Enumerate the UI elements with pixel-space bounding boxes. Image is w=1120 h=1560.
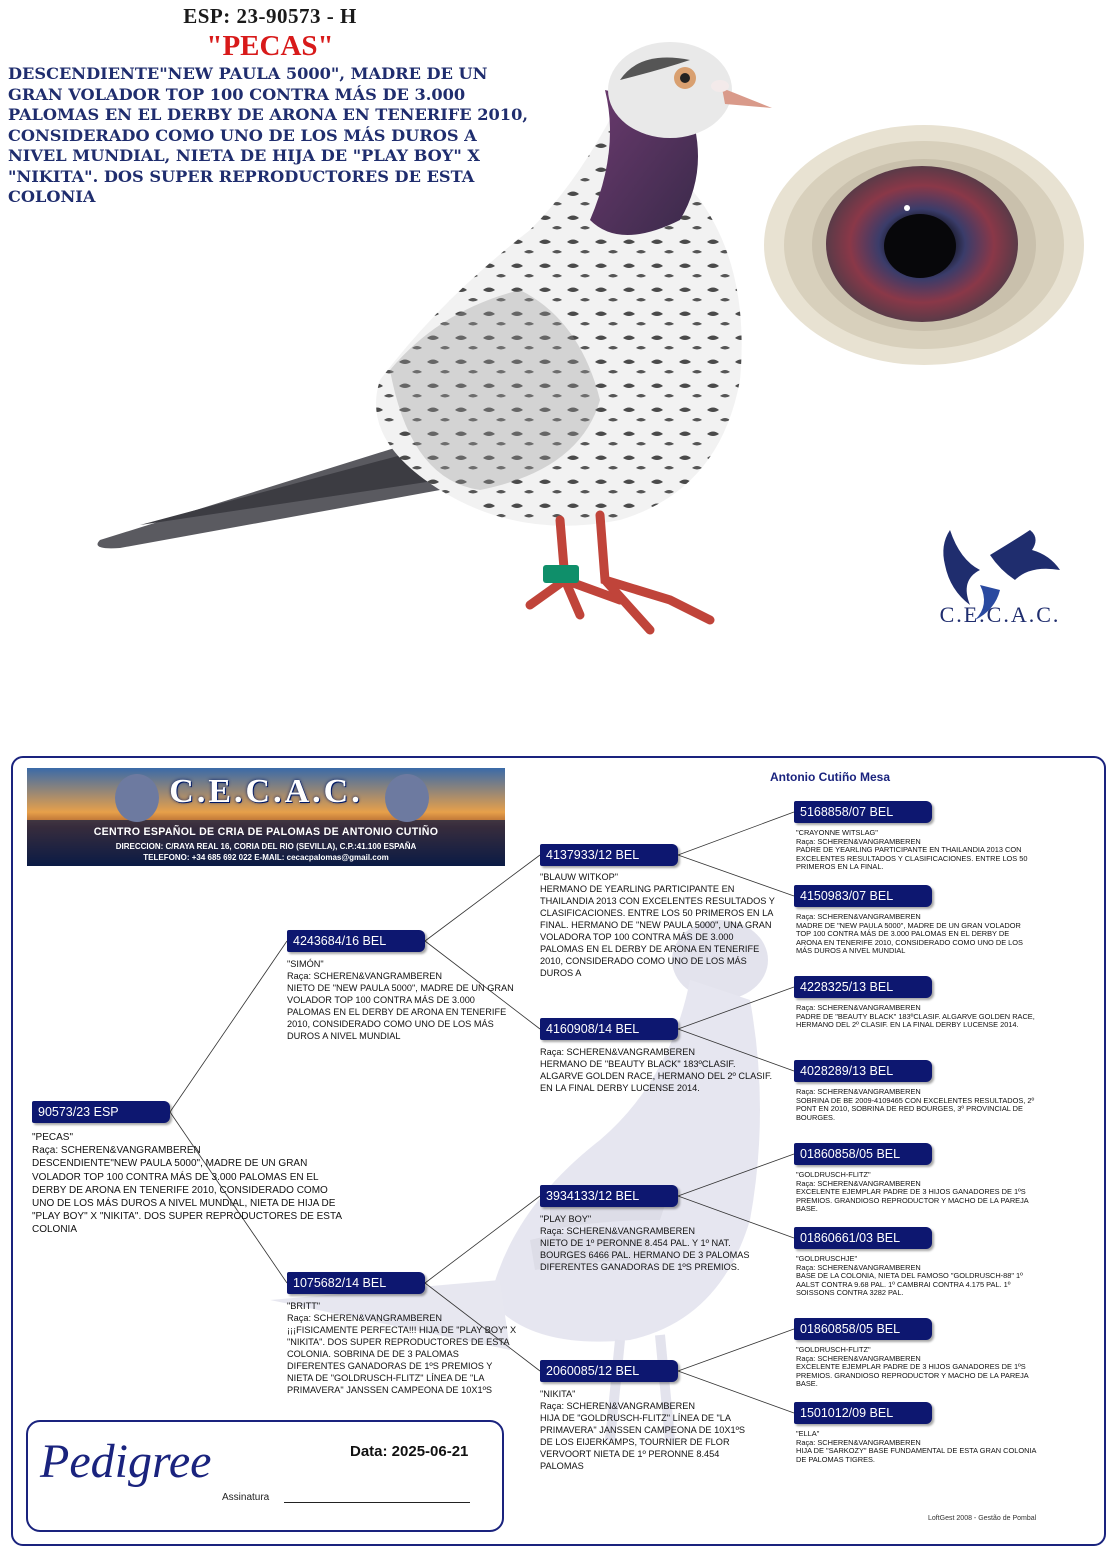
dss-name: "GOLDRUSCH-FLITZ": [796, 1170, 871, 1179]
software-credit: LoftGest 2008 - Gestão de Pombal: [928, 1515, 1037, 1522]
ds-ring-box[interactable]: 3934133/12 BEL: [540, 1185, 678, 1207]
sss-raca: Raça: SCHEREN&VANGRAMBEREN: [796, 836, 921, 846]
ring-number-title: ESP: 23-90573 - H: [183, 4, 357, 28]
ss-notes: HERMANO DE YEARLING PARTICIPANTE EN THAILANDIA 2013 CON EXCELENTES RESULTADOS Y CLASIFICACIONES. ENTRE LOS 50 PRIMEROS EN LA FINAL. HERMANO DE "NEW PAULA 5000", UNA GRAN VOLADORA TOP 100 CONTRA MÁS DE 3.000 PALOMAS EN EL DERBY DE ARONA EN TENERIFE 2010, CONSIDERADO COMO UNO DE LOS MÁS DUROS A: [540, 884, 775, 978]
ssd-notes: MADRE DE "NEW PAULA 5000", MADRE DE UN GRAN VOLADOR TOP 100 CONTRA MÁS DE 3.000 PALOMAS EN EL DERBY DE ARONA EN TENERIFE 2010, CONSIDERADO COMO UNO DE LOS MÁS DUROS A NIVEL MUNDIAL: [796, 920, 1023, 956]
sd-notes: HERMANO DE "BEAUTY BLACK" 183ºCLASIF. ALGARVE GOLDEN RACE, HERMANO DEL 2º CLASIF. EN LA FINAL DERBY LUCENSE 2014.: [540, 1059, 773, 1093]
dd-name: "NIKITA": [540, 1389, 576, 1399]
dds-info: [796, 1346, 1036, 1389]
banner-phone: TELEFONO: +34 685 692 022 E-MAIL: cecacpalomas@gmail.com: [143, 853, 389, 862]
dd-ring-box[interactable]: 2060085/12 BEL: [540, 1360, 678, 1382]
sire-name: "SIMÓN": [287, 959, 324, 969]
banner-subtitle: CENTRO ESPAÑOL DE CRIA DE PALOMAS DE ANTONIO CUTIÑO: [93, 826, 439, 838]
sire-raca: Raça: SCHEREN&VANGRAMBEREN: [287, 971, 443, 981]
sd-ring-box[interactable]: 4160908/14 BEL: [540, 1018, 678, 1040]
subject-ring-box[interactable]: 90573/23 ESP: [32, 1101, 170, 1123]
banner-title: C.E.C.A.C.: [169, 773, 363, 810]
subject-name: "PECAS": [32, 1132, 74, 1143]
dsd-info: [796, 1255, 1036, 1298]
sds-ring-box[interactable]: 4228325/13 BEL: [794, 976, 932, 998]
cecac-logo-text: C.E.C.A.C.: [939, 602, 1061, 627]
signature-line[interactable]: [284, 1502, 470, 1503]
ss-name: "BLAUW WITKOP": [540, 872, 618, 882]
sss-info: [796, 829, 1036, 872]
ddd-notes: HIJA DE "SARKOZY" BASE FUNDAMENTAL DE ESTA GRAN COLONIA DE PALOMAS TIGRES.: [796, 1446, 1037, 1464]
dds-name: "GOLDRUSCH-FLITZ": [796, 1345, 871, 1354]
ds-raca: Raça: SCHEREN&VANGRAMBEREN: [540, 1226, 696, 1236]
dss-info: [796, 1171, 1036, 1214]
dsd-raca: Raça: SCHEREN&VANGRAMBEREN: [796, 1262, 921, 1272]
dds-ring-box[interactable]: 01860858/05 BEL: [794, 1318, 932, 1340]
banner-address: DIRECCION: C/RAYA REAL 16, CORIA DEL RIO (SEVILLA), C.P.:41.100 ESPAÑA: [115, 842, 417, 851]
ddd-raca: Raça: SCHEREN&VANGRAMBEREN: [796, 1437, 921, 1447]
dds-notes: EXCELENTE EJEMPLAR PADRE DE 3 HIJOS GANADORES DE 1ºS PREMIOS. GRANDIOSO REPRODUCTOR Y MACHO DE LA PAREJA BASE.: [796, 1362, 1029, 1389]
sds-raca: Raça: SCHEREN&VANGRAMBEREN: [796, 1003, 921, 1012]
dd-info: [540, 1388, 760, 1472]
dd-notes: HIJA DE "GOLDRUSCH-FLITZ" LÍNEA DE "LA PRIMAVERA" JANSSEN CAMPEONA DE 10X1ºS DE LOS EIJERKAMPS, TOURNIER DE FLOR VERVOORT NIETA DE 1º PERONNE 8.454 PALOMAS: [540, 1413, 746, 1471]
sds-info: [796, 1004, 1036, 1030]
dds-raca: Raça: SCHEREN&VANGRAMBEREN: [796, 1353, 921, 1363]
dss-ring-box[interactable]: 01860858/05 BEL: [794, 1143, 932, 1165]
sire-info: [287, 958, 517, 1042]
sd-raca: Raça: SCHEREN&VANGRAMBEREN: [540, 1047, 696, 1057]
dd-raca: Raça: SCHEREN&VANGRAMBEREN: [540, 1401, 696, 1411]
dsd-ring-box[interactable]: 01860661/03 BEL: [794, 1227, 932, 1249]
ds-name: "PLAY BOY": [540, 1214, 592, 1224]
dam-notes: ¡¡¡FISICAMENTE PERFECTA!!! HIJA DE "PLAY BOY" X "NIKITA". DOS SUPER REPRODUCTORES DE ESTA COLONIA. SOBRINA DE DE 3 PALOMAS DIFERENTES GANADORAS DE 1ºS PREMIOS Y NIETA DE "GOLDRUSCH-FLITZ" LÍNEA DE "LA PRIMAVERA" JANSSEN CAMPEONA DE 10X1ºS: [287, 1325, 517, 1395]
pedigree-date: Data: 2025-06-21: [350, 1443, 469, 1460]
subject-info: [32, 1131, 352, 1237]
ssd-raca: Raça: SCHEREN&VANGRAMBEREN: [796, 912, 921, 921]
ssd-info: [796, 913, 1036, 956]
dsd-notes: BASE DE LA COLONIA, NIETA DEL FAMOSO "GOLDRUSCH-88" 1º AALST CONTRA 9.68 PAL. 1º CAMBRAI CONTRA 4.175 PAL. 1º SOISSONS CONTRA 3282 PAL.: [796, 1271, 1023, 1298]
sdd-raca: Raça: SCHEREN&VANGRAMBEREN: [796, 1087, 921, 1096]
bird-name-title: "PECAS": [206, 30, 334, 62]
bird-description: DESCENDIENTE"NEW PAULA 5000", MADRE DE UN GRAN VOLADOR TOP 100 CONTRA MÁS DE 3.000 PALOMAS EN EL DERBY DE ARONA EN TENERIFE 2010, CONSIDERADO COMO UNO DE LOS MÁS DUROS A NIVEL MUNDIAL, NIETA DE HIJA DE "PLAY BOY" X "NIKITA". DOS SUPER REPRODUCTORES DE ESTA COLONIA: [8, 64, 528, 206]
pedigree-script-title: Pedigree: [40, 1435, 212, 1488]
subject-raca: Raça: SCHEREN&VANGRAMBEREN: [32, 1145, 201, 1157]
dss-raca: Raça: SCHEREN&VANGRAMBEREN: [796, 1178, 921, 1188]
dam-info: [287, 1300, 519, 1396]
dsd-name: "GOLDRUSCHJE": [796, 1254, 858, 1263]
dss-notes: EXCELENTE EJEMPLAR PADRE DE 3 HIJOS GANADORES DE 1ºS PREMIOS. GRANDIOSO REPRODUCTOR Y MACHO DE LA PAREJA BASE.: [796, 1187, 1029, 1214]
owner-name: Antonio Cutiño Mesa: [770, 770, 890, 784]
ds-notes: NIETO DE 1º PERONNE 8.454 PAL. Y 1º NAT. BOURGES 6466 PAL. HERMANO DE 3 PALOMAS DIFERENTES GANADORAS DE 1ºS PREMIOS.: [540, 1238, 750, 1272]
dam-raca: Raça: SCHEREN&VANGRAMBEREN: [287, 1313, 443, 1323]
ds-info: [540, 1213, 760, 1273]
sss-name: "CRAYONNE WITSLAG": [796, 828, 878, 837]
ss-ring-box[interactable]: 4137933/12 BEL: [540, 844, 678, 866]
ss-info: [540, 871, 775, 979]
sss-ring-box[interactable]: 5168858/07 BEL: [794, 801, 932, 823]
sire-notes: NIETO DE "NEW PAULA 5000", MADRE DE UN GRAN VOLADOR TOP 100 CONTRA MÁS DE 3.000 PALOMAS EN EL DERBY DE ARONA EN TENERIFE 2010, CONSIDERADO COMO UNO DE LOS MÁS DUROS A NIVEL MUNDIAL: [287, 983, 514, 1041]
dam-ring-box[interactable]: 1075682/14 BEL: [287, 1272, 425, 1294]
sd-info: [540, 1046, 775, 1094]
signature-label: Assinatura: [222, 1492, 270, 1503]
sdd-notes: SOBRINA DE BE 2009-4109465 CON EXCELENTES RESULTADOS, 2º PONT EN 2010, SOBRINA DE RED BOURGES, 3º PROVINCIAL DE BOURGES.: [796, 1095, 1035, 1122]
sire-ring-box[interactable]: 4243684/16 BEL: [287, 930, 425, 952]
ssd-ring-box[interactable]: 4150983/07 BEL: [794, 885, 932, 907]
ddd-info: [796, 1430, 1036, 1464]
sss-notes: PADRE DE YEARLING PARTICIPANTE EN THAILANDIA 2013 CON EXCELENTES RESULTADOS Y CLASIFICACIONES. ENTRE LOS 50 PRIMEROS EN LA FINAL.: [796, 845, 1028, 872]
dam-name: "BRITT": [287, 1301, 321, 1311]
subject-notes: DESCENDIENTE"NEW PAULA 5000", MADRE DE UN GRAN VOLADOR TOP 100 CONTRA MÁS DE 3.000 PALOMAS EN EL DERBY DE ARONA EN TENERIFE 2010, CONSIDERADO COMO UNO DE LOS MÁS DUROS A NIVEL MUNDIAL, NIETA DE HIJA DE "PLAY BOY" X "NIKITA". DOS SUPER REPRODUCTORES DE ESTA COLONIA: [32, 1158, 342, 1236]
sdd-info: [796, 1088, 1036, 1122]
ddd-name: "ELLA": [796, 1429, 820, 1438]
ddd-ring-box[interactable]: 1501012/09 BEL: [794, 1402, 932, 1424]
sdd-ring-box[interactable]: 4028289/13 BEL: [794, 1060, 932, 1082]
sds-notes: PADRE DE "BEAUTY BLACK" 183ºCLASIF. ALGARVE GOLDEN RACE, HERMANO DEL 2º CLASIF. EN LA FINAL DERBY LUCENSE 2014.: [796, 1011, 1035, 1030]
